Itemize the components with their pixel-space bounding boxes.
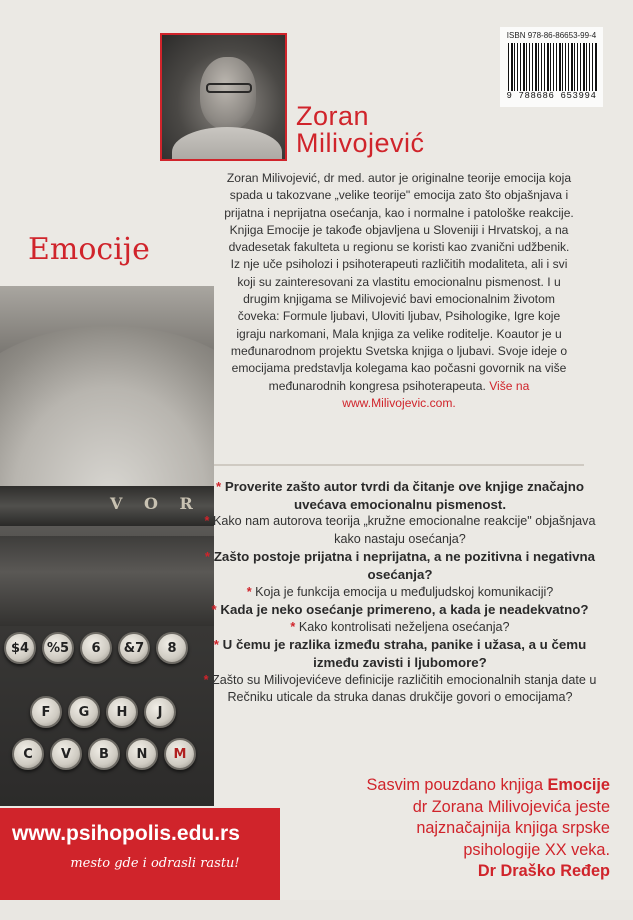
quote-line-1: Sasvim pouzdano knjiga: [366, 776, 548, 794]
author-last-name: Milivojević: [296, 128, 425, 158]
barcode-number: 9 788686 653994: [506, 91, 597, 101]
typewriter-key: H: [106, 696, 138, 728]
typewriter-photo: [0, 286, 214, 806]
author-shoulders: [172, 127, 282, 161]
typewriter-key: J: [144, 696, 176, 728]
barcode-bars: [508, 43, 598, 91]
quote-line-2: dr Zorana Milivojevića jeste: [412, 797, 610, 816]
question-item: * U čemu je razlika između straha, panike i užasa, a u čemu između zavisti i ljubomore?: [213, 637, 587, 670]
typewriter-key: N: [126, 738, 158, 770]
website-link[interactable]: Više na www.Milivojevic.com.: [342, 378, 530, 410]
isbn-label: ISBN 978-86-86653-99-4: [506, 31, 597, 40]
question-item: * Kada je neko osećanje primereno, a kada je neadekvatno?: [211, 602, 589, 618]
barcode: [500, 27, 603, 107]
bottom-edge: [0, 900, 633, 920]
publisher-url[interactable]: www.psihopolis.edu.rs: [12, 822, 240, 845]
endorsement-quote: [268, 775, 610, 883]
typewriter-key: &7: [118, 632, 150, 664]
typewriter-letters: V O R: [110, 494, 201, 513]
question-item: * Kako kontrolisati neželjena osećanja?: [290, 619, 510, 634]
asterisk-icon: *: [204, 514, 210, 529]
author-first-name: Zoran: [296, 101, 370, 131]
typewriter-body: [0, 536, 214, 626]
question-list: [200, 478, 600, 707]
book-title: Emocije: [28, 232, 150, 267]
typewriter-key: %5: [42, 632, 74, 664]
author-bio: [224, 170, 574, 412]
quote-book-title: Emocije: [547, 776, 610, 794]
typewriter-key: F: [30, 696, 62, 728]
bio-text: Zoran Milivojević, dr med. autor je originalne teorije emocija koja spada u takozvane „velike teorije" emocija zato što objašnjava i prijatna i neprijatna osećanja, kao i normalne i patološke reakcije. Knjiga Emocije je takođe objavljena u Sloveniji i Hrvatskoj, a na dvadesetak fakulteta u regionu se koristi kao zvanični udžbenik. Iz nje uče psiholozi i psihoterapeuti različitih modaliteta, ali i svi koji su zainteresovani za vlastitu emocionalnu pismenost. I u drugim knjigama se Milivojević bavi emocionalnim životom čoveka: Formule ljubavi, Uloviti ljubav, Psihologike, Igre koje igraju narkomani, Mala knjiga za velike roditelje. Koautor je u međunarodnom projektu Svetska knjiga o ljubavi. Svoje ideje o emocijama predstavlja kolegama kao počasni govornik na više međunarodnih kongresa psihoterapeuta.: [224, 171, 574, 393]
quote-line-3: najznačajnija knjiga srpske: [416, 819, 610, 837]
asterisk-icon: *: [211, 602, 217, 618]
typewriter-key: $4: [4, 632, 36, 664]
asterisk-icon: *: [213, 637, 219, 653]
question-item: * Zašto postoje prijatna i neprijatna, a ne pozitivna i negativna osećanja?: [204, 549, 596, 582]
asterisk-icon: *: [246, 584, 252, 599]
section-divider: [214, 464, 584, 466]
glasses-icon: [206, 83, 252, 93]
quote-line-4: psihologije XX veka.: [463, 840, 610, 859]
typewriter-key: G: [68, 696, 100, 728]
quote-author: Dr Draško Ređep: [477, 862, 610, 880]
question-item: * Kako nam autorova teorija „kružne emocionalne reakcije" objašnjava kako nastaju osećanja?: [204, 514, 596, 546]
asterisk-icon: *: [204, 549, 211, 565]
author-photo: [160, 33, 287, 161]
asterisk-icon: *: [215, 479, 222, 494]
question-item: * Proverite zašto autor tvrdi da čitanje ove knjige značajno uvećava emocionalnu pismenost.: [215, 479, 584, 512]
typewriter-key: V: [50, 738, 82, 770]
author-name: [296, 103, 496, 157]
publisher-slogan: mesto gde i odrasli rastu!: [70, 856, 240, 871]
question-item: * Zašto su Milivojevićeve definicije različitih emocionalnih stanja date u Rečniku uticale da struka danas drukčije govori o emocijama?: [203, 672, 597, 705]
typewriter-key: M: [164, 738, 196, 770]
typewriter-key: 6: [80, 632, 112, 664]
typewriter-key: 8: [156, 632, 188, 664]
asterisk-icon: *: [290, 619, 296, 634]
typewriter-key: B: [88, 738, 120, 770]
typewriter-key: C: [12, 738, 44, 770]
question-item: * Koja je funkcija emocija u međuljudskoj komunikaciji?: [246, 584, 554, 599]
author-head: [200, 57, 256, 129]
asterisk-icon: *: [203, 672, 209, 687]
typewriter-typebar-arc: [0, 326, 214, 496]
